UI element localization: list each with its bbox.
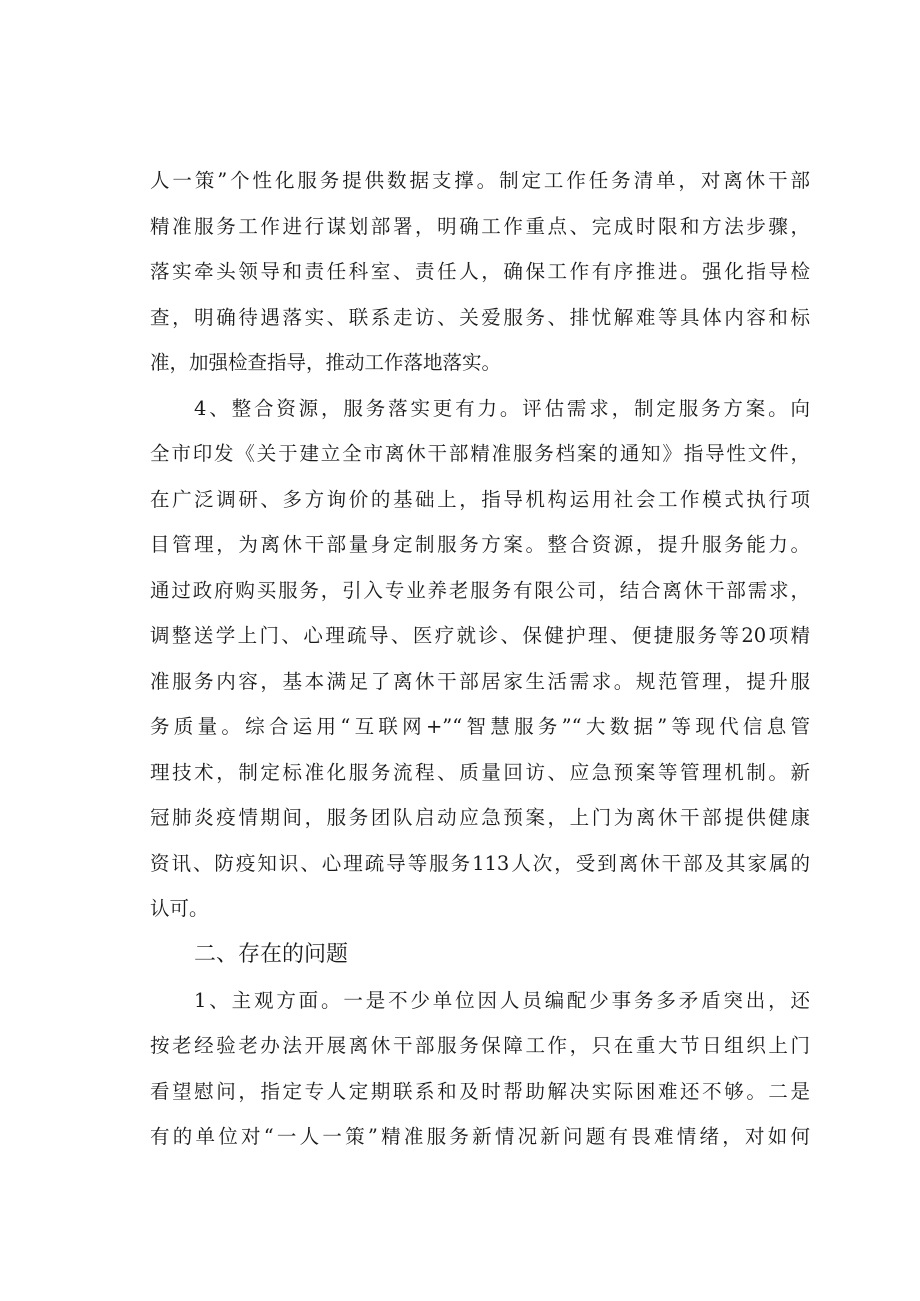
paragraph — [150, 386, 810, 932]
text-line: 精准服务工作进行谋划部署，明确工作重点、完成时限和方法步骤， — [150, 214, 810, 238]
paragraph — [150, 978, 810, 1160]
paragraph — [150, 158, 810, 386]
text-line: 查，明确待遇落实、联系走访、关爱服务、排忧解难等具体内容和标 — [150, 305, 810, 329]
document-body — [150, 158, 810, 1160]
text-line: 通过政府购买服务，引入专业养老服务有限公司，结合离休干部需求， — [150, 578, 810, 602]
text-line: 冠肺炎疫情期间，服务团队启动应急预案，上门为离休干部提供健康 — [150, 806, 810, 829]
text-line: 准，加强检查指导，推动工作落地落实。 — [150, 351, 502, 374]
text-line: 资讯、防疫知识、心理疏导等服务113人次，受到离休干部及其家属的 — [150, 851, 810, 875]
text-line: 看望慰问，指定专人定期联系和及时帮助解决实际困难还不够。二是 — [150, 1079, 810, 1103]
text-line: 4、整合资源，服务落实更有力。评估需求，制定服务方案。向 — [194, 396, 810, 420]
text-line: 认可。 — [150, 897, 209, 920]
text-line: 落实牵头领导和责任科室、责任人，确保工作有序推进。强化指导检 — [150, 260, 810, 283]
text-line: 务质量。综合运用“互联网+”“智慧服务”“大数据”等现代信息管 — [150, 715, 810, 738]
text-line: 理技术，制定标准化服务流程、质量回访、应急预案等管理机制。新 — [150, 760, 810, 784]
text-line: 在广泛调研、多方询价的基础上，指导机构运用社会工作模式执行项 — [150, 487, 810, 511]
text-line: 全市印发《关于建立全市离休干部精准服务档案的通知》指导性文件， — [150, 442, 810, 465]
text-line: 目管理，为离休干部量身定制服务方案。整合资源，提升服务能力。 — [150, 533, 810, 556]
text-line: 有的单位对“一人一策”精准服务新情况新问题有畏难情绪，对如何 — [150, 1125, 810, 1148]
text-line: 调整送学上门、心理疏导、医疗就诊、保健护理、便捷服务等20项精 — [150, 624, 810, 647]
text-line: 准服务内容，基本满足了离休干部居家生活需求。规范管理，提升服 — [150, 669, 810, 693]
text-line: 1、主观方面。一是不少单位因人员编配少事务多矛盾突出，还 — [194, 988, 810, 1012]
text-line: 人一策”个性化服务提供数据支撑。制定工作任务清单，对离休干部 — [150, 169, 810, 192]
section-heading: 二、存在的问题 — [194, 941, 349, 967]
text-line: 按老经验老办法开展离休干部服务保障工作，只在重大节日组织上门 — [150, 1034, 810, 1057]
